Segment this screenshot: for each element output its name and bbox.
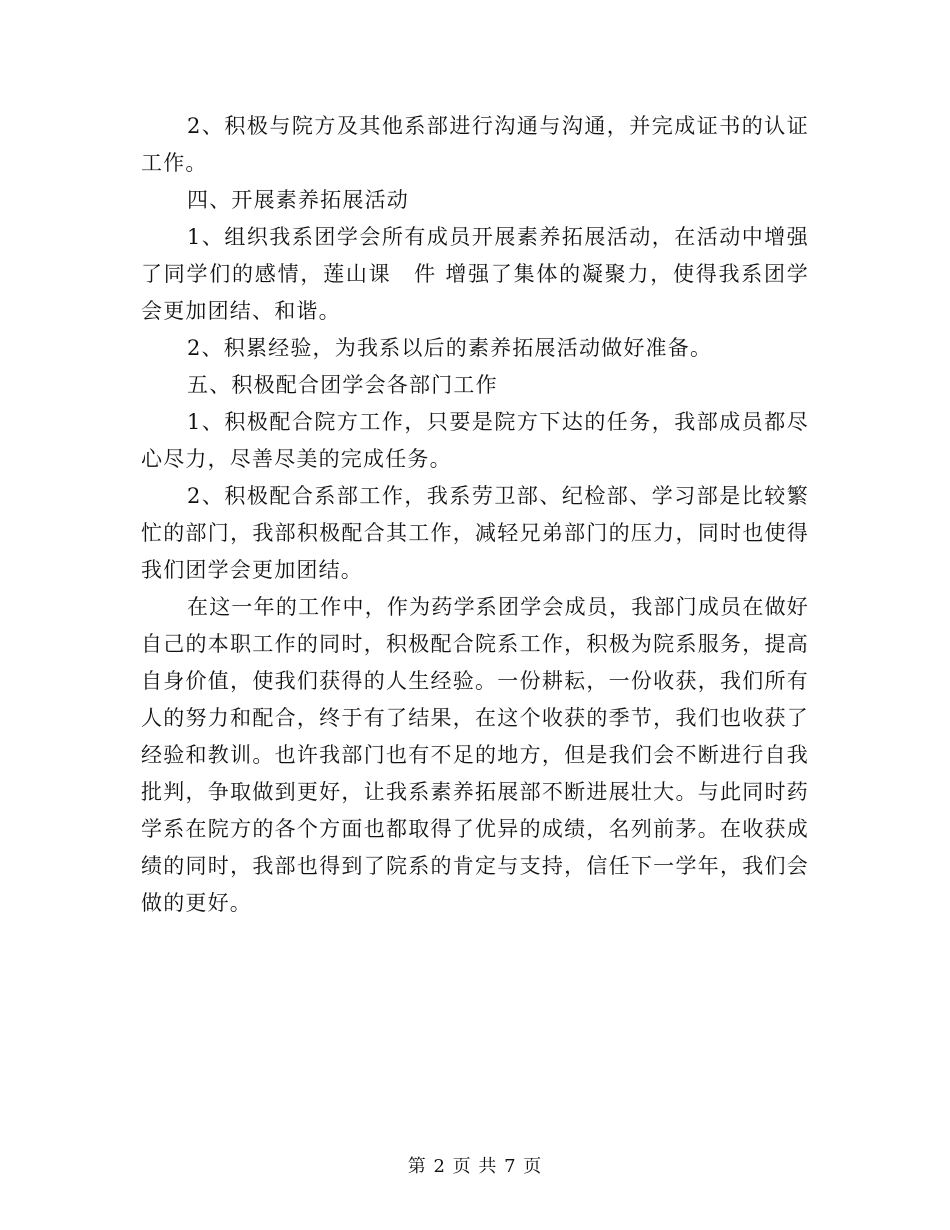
- section-heading-5: 五、积极配合团学会各部门工作: [187, 373, 498, 397]
- paragraph-cooperation-2: 2、积极配合系部工作，我系劳卫部、纪检部、学习部是比较繁忙的部门，我部积极配合其工作，减轻兄弟部门的压力，同时也使得我们团学会更加团结。: [141, 484, 809, 582]
- document-body: [141, 108, 809, 922]
- section-heading-4: 四、开展素养拓展活动: [187, 188, 409, 212]
- page-footer: 第 2 页 共 7 页: [407, 1156, 543, 1177]
- paragraph-cooperation-1: 1、积极配合院方工作，只要是院方下达的任务，我部成员都尽心尽力，尽善尽美的完成任务。: [141, 410, 809, 471]
- paragraph-summary: 在这一年的工作中，作为药学系团学会成员，我部门成员在做好自己的本职工作的同时，积极配合院系工作，积极为院系服务，提高自身价值，使我们获得的人生经验。一份耕耘，一份收获，我们所有人的努力和配合，终于有了结果，在这个收获的季节，我们也收获了经验和教训。也许我部门也有不足的地方，但是我们会不断进行自我批判，争取做到更好，让我系素养拓展部不断进展壮大。与此同时药学系在院方的各个方面也都取得了优异的成绩，名列前茅。在收获成绩的同时，我部也得到了院系的肯定与支持，信任下一学年，我们会做的更好。: [141, 595, 809, 915]
- paragraph-activity-2: 2、积累经验，为我系以后的素养拓展活动做好准备。: [187, 336, 713, 360]
- paragraph-activity-1: 1、组织我系团学会所有成员开展素养拓展活动，在活动中增强了同学们的感情，莲山课 件 增强了集体的凝聚力，使得我系团学会更加团结、和谐。: [141, 225, 809, 323]
- paragraph-certificate-work: 2、积极与院方及其他系部进行沟通与沟通，并完成证书的认证工作。: [141, 114, 809, 175]
